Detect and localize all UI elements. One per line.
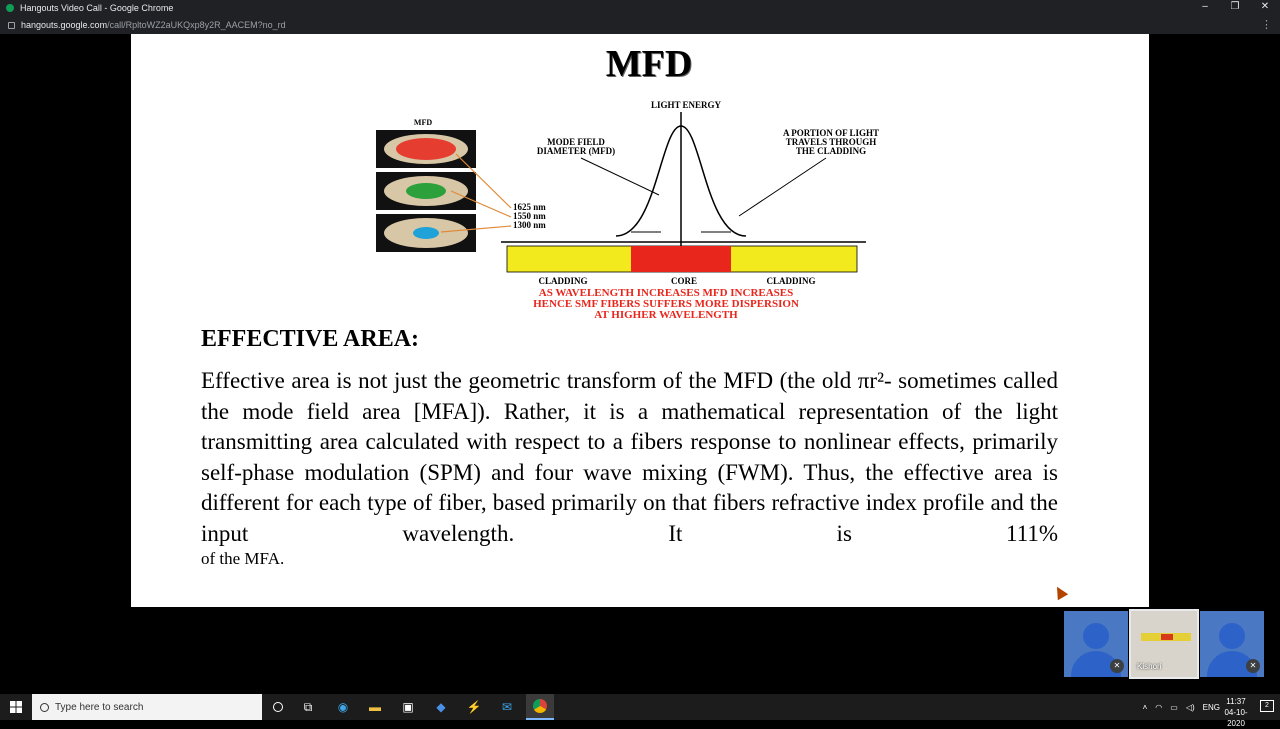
avatar-head-icon: [1083, 623, 1109, 649]
core-region: [631, 246, 731, 272]
figure-caption: [371, 288, 961, 321]
wavelength-1300: 1300 nm: [513, 220, 546, 230]
mic-muted-icon: ✕: [1246, 659, 1260, 673]
caption-line-3: AT HIGHER WAVELENGTH: [594, 309, 738, 321]
red-field: [396, 138, 456, 160]
taskbar-clock[interactable]: [1216, 696, 1256, 729]
green-field: [406, 183, 446, 199]
slide-title: MFD: [605, 43, 693, 85]
presentation-slide: [131, 34, 1149, 607]
participant-tile-presenter[interactable]: [1129, 609, 1199, 679]
restore-button[interactable]: ❐: [1230, 1, 1240, 12]
notification-count: 2: [1265, 702, 1269, 709]
chrome-taskbar-icon[interactable]: [526, 694, 554, 720]
cladding-right-label: CLADDING: [766, 276, 816, 286]
slide-last-line: of the MFA.: [201, 549, 285, 568]
caption-line-1: AS WAVELENGTH INCREASES MFD INCREASES: [538, 287, 794, 299]
system-tray: [1143, 694, 1220, 720]
portion-arrow: [739, 158, 826, 216]
avatar-head-icon: [1219, 623, 1245, 649]
mfd-diagram-svg: [371, 96, 931, 296]
more-menu-icon[interactable]: ⋮: [1261, 19, 1272, 31]
store-icon[interactable]: ▣: [402, 700, 414, 714]
battery-icon[interactable]: ▭: [1170, 702, 1178, 712]
edge-icon[interactable]: ◉: [337, 700, 349, 714]
thumb-slide-core: [1161, 634, 1173, 640]
cladding-left-label: CLADDING: [538, 276, 588, 286]
windows-start-button[interactable]: [0, 694, 32, 720]
lock-icon: [8, 22, 15, 29]
hangouts-icon: [6, 4, 14, 12]
volume-icon[interactable]: ◁): [1185, 702, 1195, 712]
light-energy-label: LIGHT ENERGY: [650, 100, 722, 110]
network-icon[interactable]: ◠: [1155, 702, 1163, 712]
section-heading: EFFECTIVE AREA:: [201, 326, 420, 352]
notification-icon[interactable]: [1260, 700, 1274, 712]
caption-line-2: HENCE SMF FIBERS SUFFERS MORE DISPERSION: [533, 298, 799, 310]
search-icon: [40, 703, 49, 712]
wavelength-1550: 1550 nm: [513, 211, 546, 221]
mic-muted-icon: ✕: [1110, 659, 1124, 673]
url-host: hangouts.google.com: [21, 20, 108, 30]
mode-field-label-1: MODE FIELD: [547, 137, 605, 147]
mfd-diagram: [371, 96, 931, 321]
portion-label-3: THE CLADDING: [795, 146, 867, 156]
task-view-icon[interactable]: ⧉: [303, 699, 313, 714]
portion-label-1: A PORTION OF LIGHT: [782, 128, 880, 138]
dropbox-icon[interactable]: ◆: [436, 700, 446, 714]
url-path: /call/RpltoWZ2aUKQxp8y2R_AACEM?no_rd: [107, 20, 286, 30]
blue-field: [413, 227, 439, 239]
file-explorer-icon[interactable]: ▬: [369, 700, 381, 714]
window-titlebar: [0, 0, 1280, 16]
mode-field-arrow: [581, 158, 659, 195]
wavelength-1625: 1625 nm: [513, 202, 546, 212]
clock-time: 11:37: [1226, 697, 1246, 706]
participant-tile-3[interactable]: [1200, 611, 1264, 677]
taskbar: [0, 694, 1280, 728]
window-title: Hangouts Video Call - Google Chrome: [20, 3, 174, 13]
bolt-app-icon[interactable]: ⚡: [466, 700, 482, 714]
video-stage: [0, 34, 1280, 694]
portion-label-2: TRAVELS THROUGH: [785, 137, 877, 147]
mode-field-label-2: DIAMETER (MFD): [536, 146, 616, 156]
tray-chevron-icon[interactable]: ˄: [1142, 702, 1148, 712]
address-bar[interactable]: [0, 16, 1280, 34]
participant-name: Kishori: [1137, 662, 1162, 671]
slide-paragraph: Effective area is not just the geometric transform of the MFD (the old πr²- sometimes called the mode field area [MFA]). Rather, it is a mathematical representation of the light transmitting area calculated with respect to a fibers response to nonlinear effects, primarily self-phase modulation (SPM) and four wave mixing (FWM). Thus, the effective area is different for each type of fiber, based primarily on that fibers refractive index profile and the input wavelength. It is 111%: [201, 368, 1058, 546]
mfd-label: MFD: [413, 118, 433, 127]
participant-tile-1[interactable]: [1064, 611, 1128, 677]
core-label: CORE: [670, 276, 698, 286]
windows-logo-icon: [10, 701, 22, 713]
clock-date: 04-10-2020: [1224, 708, 1248, 728]
minimize-button[interactable]: –: [1202, 1, 1208, 12]
taskbar-search-input[interactable]: [32, 694, 262, 720]
close-button[interactable]: ✕: [1260, 1, 1270, 12]
language-indicator[interactable]: ENG: [1202, 702, 1220, 712]
cortana-icon[interactable]: [268, 697, 288, 717]
search-placeholder: Type here to search: [55, 701, 144, 713]
mail-icon[interactable]: ✉: [501, 700, 513, 714]
